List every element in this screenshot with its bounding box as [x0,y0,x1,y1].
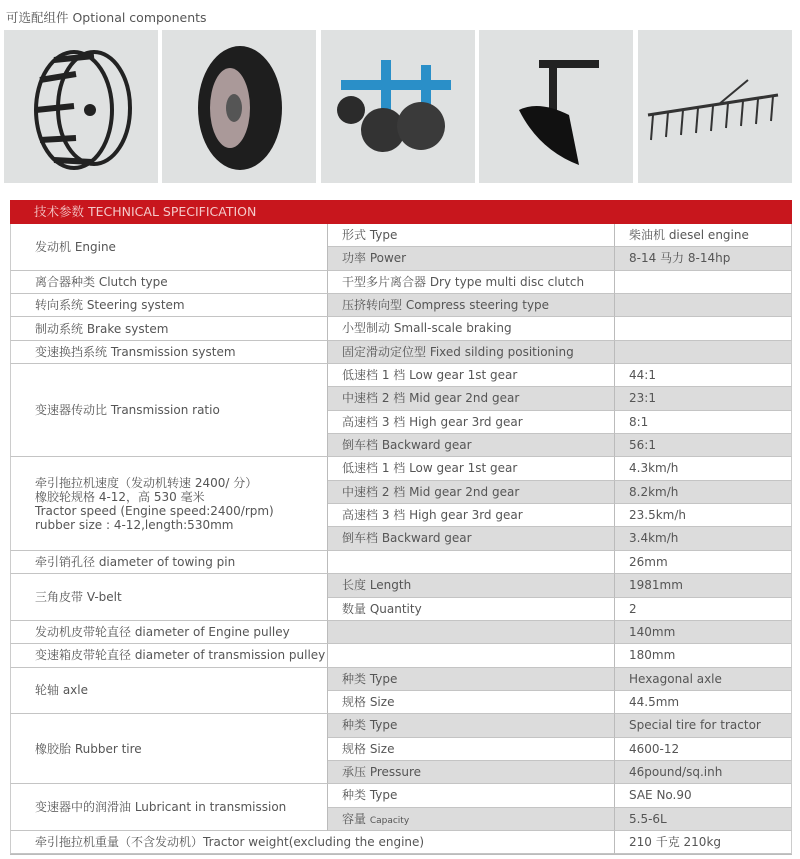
spec-item [328,481,615,504]
spec-item [328,551,615,574]
spec-value-text: 4.3km/h [629,461,679,476]
spec-item [328,621,615,644]
spec-item [328,598,615,621]
rubber-tire-image [162,30,316,183]
spec-value-text: 23.5km/h [629,508,687,523]
spec-value-text: 140mm [629,624,676,639]
spec-value-text: 2 [629,601,637,616]
spec-value [615,761,792,784]
spec-value-text: Special tire for tractor [629,718,761,733]
spec-group-label [10,644,328,667]
spec-group-label-text: 橡胶胎 Rubber tire [35,741,142,756]
spec-item-text: 数量 Quantity [342,601,422,616]
spec-value [615,714,792,737]
spec-value [615,434,792,457]
spec-item-text: 容量 Capacity [342,811,410,826]
spec-value-text: 8.2km/h [629,484,679,499]
iron-wheel-image [4,30,158,183]
spec-value [615,387,792,410]
spec-header: 技术参数 TECHNICAL SPECIFICATION [10,200,792,224]
spec-item [328,457,615,480]
weight-label-text: 牵引拖拉机重量（不含发动机）Tractor weight(excluding the engine) [35,835,425,850]
spec-item-text: 种类 Type [342,718,398,733]
spec-item [328,644,615,667]
spec-item-text: 中速档 2 档 Mid gear 2nd gear [342,484,520,499]
spec-item [328,247,615,270]
spec-group-label [10,294,328,317]
spec-value-text: 180mm [629,648,676,663]
spec-item-text: 压挤转向型 Compress steering type [342,298,550,313]
disc-plough-image [321,30,475,183]
spec-item-text: 高速档 3 档 High gear 3rd gear [342,508,523,523]
spec-item [328,434,615,457]
spec-value [615,411,792,434]
spec-value-text: 8:1 [629,414,649,429]
spec-group-label-text: 离合器种类 Clutch type [35,274,168,289]
spec-group-label [10,668,328,715]
spec-group-label-text: 制动系统 Brake system [35,321,169,336]
spec-value-text: 3.4km/h [629,531,679,546]
spec-group-label [10,341,328,364]
spec-value [615,294,792,317]
spec-item [328,808,615,831]
spec-value-text: 26mm [629,554,668,569]
spec-item [328,294,615,317]
spec-item [328,341,615,364]
spec-value-text: 46pound/sq.inh [629,764,723,779]
spec-item [328,784,615,807]
spec-group-label [10,621,328,644]
spec-item [328,714,615,737]
weight-value [615,831,792,854]
spec-value-text: 1981mm [629,578,683,593]
spec-item [328,761,615,784]
spec-value-text: 23:1 [629,391,656,406]
spec-item-text: 低速档 1 档 Low gear 1st gear [342,461,518,476]
spec-group-label [10,271,328,294]
spec-item [328,738,615,761]
rake-image [638,30,792,183]
spec-group-label-text: 变速器传动比 Transmission ratio [35,403,220,418]
spec-value [615,527,792,550]
spec-item-text: 功率 Power [342,251,407,266]
spec-value [615,691,792,714]
spec-item-text: 倒车档 Backward gear [342,531,472,546]
spec-value [615,247,792,270]
moldboard-plough-image [479,30,633,183]
spec-item-text: 形式 Type [342,228,398,242]
spec-item-text: 低速档 1 档 Low gear 1st gear [342,368,518,383]
spec-item [328,527,615,550]
spec-item-text: 种类 Type [342,671,398,686]
spec-item [328,411,615,434]
spec-item-text: 高速档 3 档 High gear 3rd gear [342,414,523,429]
spec-group-label [10,457,328,550]
spec-value-text: 44:1 [629,368,656,383]
spec-item-text: 长度 Length [342,578,412,593]
spec-group-label-text: 变速换挡系统 Transmission system [35,344,236,359]
spec-group-label [10,574,328,621]
spec-group-label-text: 转向系统 Steering system [35,298,185,313]
spec-value [615,317,792,340]
spec-group-label-text: 牵引拖拉机速度（发动机转速 2400/ 分） 橡胶轮规格 4-12，高 530 毫米 Tractor speed (Engine speed:2400/rpm) rubber size : 4-12,length:530mm [35,475,274,532]
spec-value [615,574,792,597]
spec-value-text: 8-14 马力 8-14hp [629,251,731,266]
spec-group-label [10,784,328,831]
spec-value-text: 56:1 [629,438,656,453]
spec-value [615,341,792,364]
spec-value [615,598,792,621]
weight-label [10,831,615,854]
spec-item-text: 中速档 2 档 Mid gear 2nd gear [342,391,520,406]
spec-value-text: 4600-12 [629,741,680,756]
spec-value [615,364,792,387]
spec-value [615,504,792,527]
spec-item-text: 承压 Pressure [342,764,422,779]
spec-value [615,668,792,691]
spec-group-label-text: 牵引销孔径 diameter of towing pin [35,554,236,569]
spec-item-text: 规格 Size [342,694,395,709]
spec-item [328,504,615,527]
spec-group-label [10,714,328,784]
spec-item-text: 倒车档 Backward gear [342,438,472,453]
spec-group-label-text: 发动机 Engine [35,239,116,254]
spec-value [615,808,792,831]
spec-item-text: 规格 Size [342,741,395,756]
spec-value [615,481,792,504]
spec-item-text: 固定滑动定位型 Fixed silding positioning [342,344,574,359]
spec-value [615,644,792,667]
spec-item-text: 种类 Type [342,788,398,803]
spec-group-label-text: 变速器中的润滑油 Lubricant in transmission [35,800,287,815]
spec-value [615,457,792,480]
spec-group-label [10,317,328,340]
spec-item [328,224,615,247]
spec-item-text: 小型制动 Small-scale braking [342,321,512,336]
spec-item [328,387,615,410]
spec-value-text: Hexagonal axle [629,671,722,686]
spec-value [615,738,792,761]
spec-group-label [10,551,328,574]
spec-value-text: 44.5mm [629,694,680,709]
spec-item [328,668,615,691]
spec-value [615,224,792,247]
spec-value-text: SAE No.90 [629,788,692,803]
spec-group-label-text: 发动机皮带轮直径 diameter of Engine pulley [35,625,290,640]
spec-item [328,691,615,714]
spec-table [10,224,792,855]
spec-group-label [10,224,328,271]
spec-value [615,271,792,294]
spec-item [328,574,615,597]
spec-value [615,621,792,644]
spec-group-label-text: 轮轴 axle [35,683,88,698]
spec-group-label-text: 三角皮带 V-belt [35,590,122,604]
spec-value-text: 5.5-6L [629,811,667,826]
spec-item [328,271,615,294]
spec-value [615,551,792,574]
spec-group-label-text: 变速箱皮带轮直径 diameter of transmission pulley [35,648,326,663]
section-title: 可选配组件 Optional components [6,10,207,25]
spec-group-label [10,364,328,457]
spec-item [328,364,615,387]
spec-value [615,784,792,807]
spec-value-text: 柴油机 diesel engine [629,228,749,242]
weight-value-text: 210 千克 210kg [629,834,722,849]
spec-item-text: 干型多片离合器 Dry type multi disc clutch [342,274,585,289]
spec-item [328,317,615,340]
